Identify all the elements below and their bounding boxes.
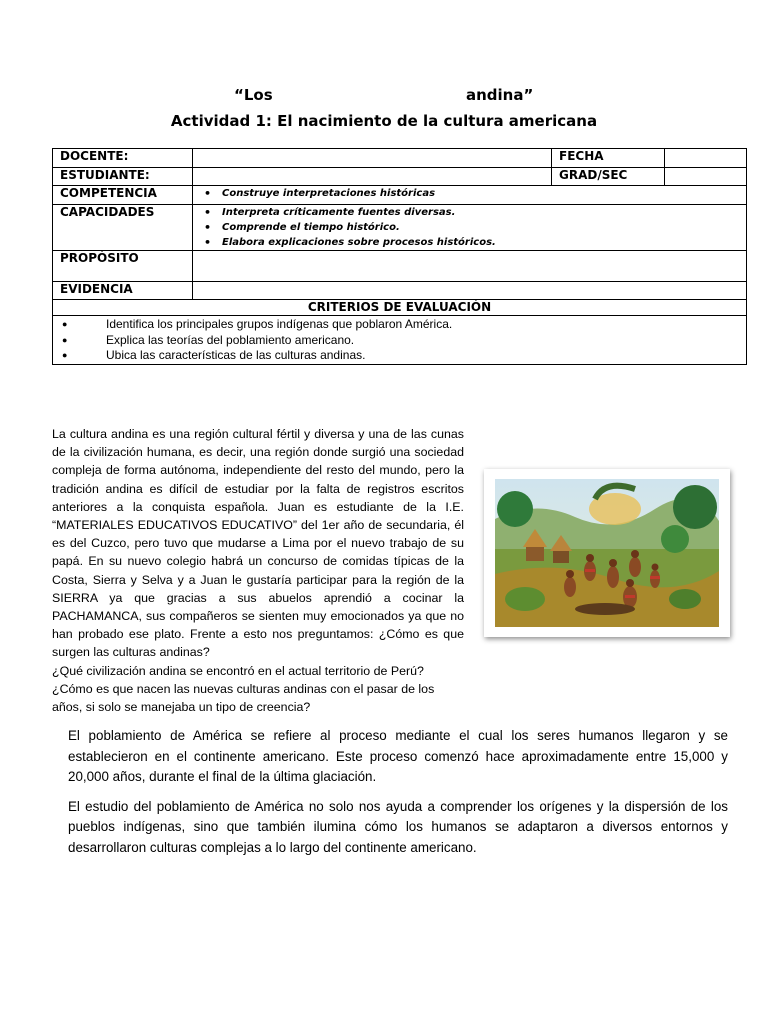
- activity-subtitle: Actividad 1: El nacimiento de la cultura americana: [170, 112, 598, 130]
- proposito-label: PROPÓSITO: [53, 251, 193, 282]
- intro-paragraph: La cultura andina es una región cultural fértil y diversa y una de las cunas de la civilización humana, es decir, una región donde surgió una sociedad compleja de forma autónoma, independiente del resto del mundo, pero la tradición andina es difícil de estudiar por la falta de registros escritos anteriores a la conquista española. Juan es estudiante de la I.E. “MATERIALES EDUCATIVOS EDUCATIVO” del 1er año de secundaria, él es del Cuzco, pero tuvo que mudarse a Lima por el nuevo trabajo de su papá. En su nuevo colegio habrá un concurso de comidas típicas de la Costa, Sierra y Selva y a Juan le gustaría participar para la región de la SIERRA ya que gracias a sus abuelos aprendió a cocinar la PACHAMANCA, sus compañeros se sienten muy emocionados ya que no han probado ese plato. Frente a esto nos preguntamos: ¿Cómo es que surgen las culturas andinas?: [52, 427, 464, 660]
- capacidad-item: • Elabora explicaciones sobre procesos históricos.: [200, 235, 739, 250]
- evidencia-label: EVIDENCIA: [53, 282, 193, 300]
- capacidades-label: CAPACIDADES: [53, 205, 193, 251]
- evidencia-value: [193, 282, 747, 300]
- fecha-value: [665, 149, 747, 168]
- info-table: [52, 148, 747, 365]
- capacidades-value: [193, 205, 747, 251]
- criterio-item: ● Explica las teorías del poblamiento americano.: [60, 333, 739, 349]
- criterio-item: ● Identifica los principales grupos indígenas que poblaron América.: [60, 317, 739, 333]
- docente-label: DOCENTE:: [53, 149, 193, 168]
- andean-village-illustration: [484, 469, 730, 637]
- intro-question-1: ¿Qué civilización andina se encontró en el actual territorio de Perú?: [52, 663, 424, 678]
- intro-section: [52, 425, 464, 716]
- docente-value: [193, 149, 552, 168]
- fecha-label: FECHA: [552, 149, 665, 168]
- estudiante-label: ESTUDIANTE:: [53, 168, 193, 186]
- title-part-1: “Los: [234, 86, 273, 104]
- body-section: [68, 726, 728, 867]
- criterios-list: [53, 316, 747, 365]
- intro-question-2: ¿Cómo es que nacen las nuevas culturas andinas con el pasar de los años, si solo se manejaba un tipo de creencia?: [52, 681, 435, 715]
- estudiante-value: [193, 168, 552, 186]
- gradsec-value: [665, 168, 747, 186]
- criterio-item: ● Ubica las características de las culturas andinas.: [60, 348, 739, 364]
- gradsec-label: GRAD/SEC: [552, 168, 665, 186]
- body-paragraph-2: El estudio del poblamiento de América no solo nos ayuda a comprender los orígenes y la dispersión de los pueblos indígenas, sino que también ilumina cómo los humanos se adaptaron a diversos entornos y desarrollaron culturas complejas a lo largo del continente americano.: [68, 798, 728, 855]
- title-part-2: andina”: [466, 86, 534, 104]
- criterios-header: CRITERIOS DE EVALUACIÓN: [53, 300, 747, 316]
- body-paragraph-1: El poblamiento de América se refiere al proceso mediante el cual los seres humanos llegaron y se establecieron en el continente americano. Este proceso comenzó hace aproximadamente entre 15,000 y 20,000 años, durante el final de la última glaciación.: [68, 728, 728, 784]
- competencia-value: [193, 186, 747, 205]
- competencia-item: • Construye interpretaciones históricas: [200, 186, 739, 201]
- illustration-image: [495, 479, 719, 627]
- capacidad-item: • Interpreta críticamente fuentes diversas.: [200, 205, 739, 220]
- proposito-value: [193, 251, 747, 282]
- capacidad-item: • Comprende el tiempo histórico.: [200, 220, 739, 235]
- document-title: [0, 86, 768, 108]
- competencia-label: COMPETENCIA: [53, 186, 193, 205]
